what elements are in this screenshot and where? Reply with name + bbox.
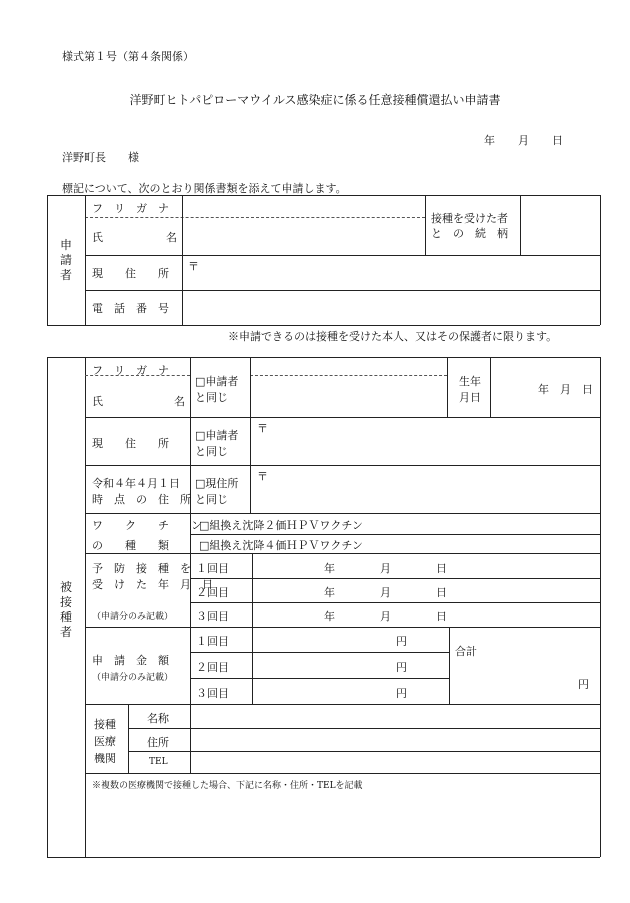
form-number: 様式第１号（第４条関係） [62, 50, 194, 63]
r4-postal-mark: 〒 [257, 470, 268, 483]
date-year-label: 年 [484, 134, 495, 147]
recipient-furigana-label: フ リ ガ ナ [92, 364, 169, 377]
address-same-as-applicant-checkbox[interactable]: □申請者 [195, 429, 239, 442]
dose-2-year: 年 [324, 586, 335, 599]
address-same-as-applicant-label: と同じ [195, 445, 228, 458]
applicant-furigana-label: フ リ ガ ナ [92, 202, 169, 215]
dose-1-day: 日 [436, 562, 447, 575]
vaccination-date-note: （申請分のみ記載） [92, 612, 174, 622]
recipient-address-label: 現 住 所 [92, 437, 169, 450]
date-month-label: 月 [518, 134, 529, 147]
date-day-label: 日 [552, 134, 563, 147]
clinic-label-1: 接種 [94, 718, 116, 731]
same-as-applicant-checkbox[interactable]: □申請者 [195, 375, 239, 388]
amount-label: 申 請 金 額 [92, 654, 169, 667]
total-label: 合計 [455, 645, 477, 658]
amount-dose-3-yen: 円 [396, 687, 407, 700]
dose-1-month: 月 [380, 562, 391, 575]
r4-address-label-1: 令和４年４月１日 [92, 477, 180, 490]
applicant-name-label-left: 氏 [92, 231, 103, 244]
applicant-relation-label-2: と の 続 柄 [431, 227, 508, 240]
r4-address-label-2: 時 点 の 住 所 [92, 493, 191, 506]
applicant-phone-label: 電 話 番 号 [92, 302, 169, 315]
same-as-applicant-label: と同じ [195, 391, 228, 404]
clinic-name-label: 名称 [147, 712, 169, 725]
vaccine-type-label-1: ワ ク チ ン [92, 519, 202, 532]
birth-label-2: 月日 [459, 391, 481, 404]
amount-dose-1-yen: 円 [396, 635, 407, 648]
vaccine-bivalent-checkbox[interactable]: □組換え沈降２価ＨＰＶワクチン [199, 519, 363, 532]
same-as-current-address-label: と同じ [195, 493, 228, 506]
recipient-section-label: 被 接 種 者 [59, 580, 72, 639]
recipient-postal-mark: 〒 [257, 422, 268, 435]
applicant-note: ※申請できるのは接種を受けた本人、又はその保護者に限ります。 [228, 330, 558, 343]
page-title: 洋野町ヒトパピローマウイルス感染症に係る任意接種償還払い申請書 [129, 93, 501, 107]
birth-label-1: 生年 [459, 375, 481, 388]
dose-2-label: ２回目 [196, 586, 229, 599]
recipient-name-label-right: 名 [174, 395, 185, 408]
clinic-label-3: 機関 [94, 752, 116, 765]
dose-1-label: １回目 [196, 562, 229, 575]
amount-dose-3-label: ３回目 [196, 687, 229, 700]
vaccination-date-label-1: 予 防 接 種 を [92, 562, 191, 575]
vaccination-date-label-2: 受 け た 年 月 日 [92, 578, 213, 591]
applicant-relation-label-1: 接種を受けた者 [431, 212, 508, 225]
amount-dose-2-yen: 円 [396, 661, 407, 674]
vaccine-quadrivalent-checkbox[interactable]: □組換え沈降４価ＨＰＶワクチン [199, 539, 363, 552]
applicant-postal-mark: 〒 [188, 260, 199, 273]
amount-note: （申請分のみ記載） [92, 673, 174, 683]
total-yen: 円 [578, 678, 589, 691]
recipient-name-label-left: 氏 [92, 395, 103, 408]
clinic-tel-label: TEL [149, 757, 168, 767]
intro-text: 標記について、次のとおり関係書類を添えて申請します。 [62, 182, 347, 195]
addressee: 洋野町長 様 [62, 151, 139, 164]
birth-date-field[interactable]: 年 月 日 [538, 383, 593, 396]
dose-3-label: ３回目 [196, 610, 229, 623]
clinic-note: ※複数の医療機関で接種した場合、下記に名称・住所・TELを記載 [92, 781, 363, 791]
applicant-address-label: 現 住 所 [92, 267, 169, 280]
amount-dose-1-label: １回目 [196, 635, 229, 648]
vaccine-type-label-2: の 種 類 [92, 539, 169, 552]
dose-3-year: 年 [324, 610, 335, 623]
dose-3-day: 日 [436, 610, 447, 623]
clinic-label-2: 医療 [94, 735, 116, 748]
dose-3-month: 月 [380, 610, 391, 623]
applicant-section-label: 申 請 者 [59, 238, 72, 282]
dose-1-year: 年 [324, 562, 335, 575]
same-as-current-address-checkbox[interactable]: □現住所 [195, 477, 239, 490]
amount-dose-2-label: ２回目 [196, 661, 229, 674]
applicant-name-label-right: 名 [166, 231, 177, 244]
dose-2-day: 日 [436, 586, 447, 599]
dose-2-month: 月 [380, 586, 391, 599]
clinic-address-label: 住所 [147, 736, 169, 749]
